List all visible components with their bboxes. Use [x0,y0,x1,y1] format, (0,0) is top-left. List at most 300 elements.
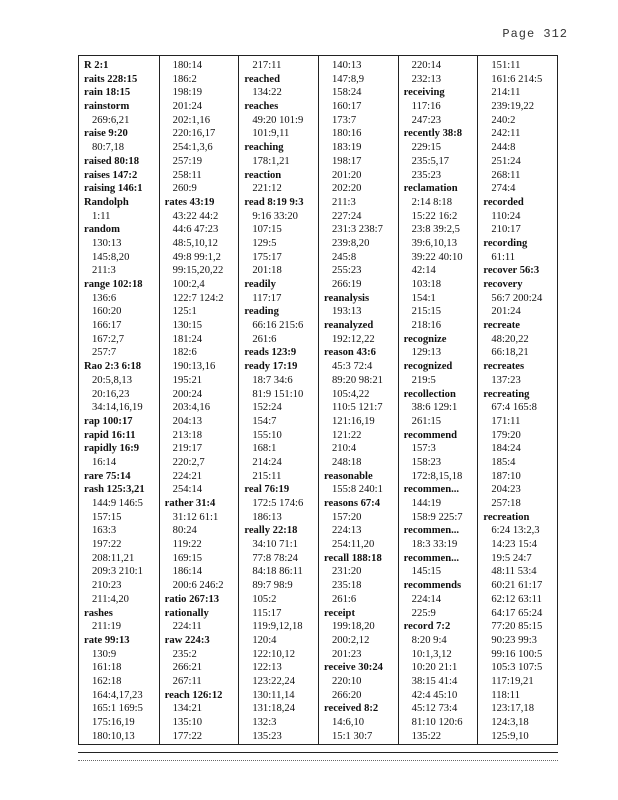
index-reference: 158:23 [411,456,442,468]
index-reference: 152:24 [252,402,282,414]
index-term: rashes [84,607,113,619]
index-reference: 64:17 65:24 [491,607,543,619]
index-reference: 218:16 [411,320,442,332]
index-term: record 7:2 [403,621,451,633]
index-reference: 266:20 [332,689,362,701]
index-term: ready 17:19 [244,361,298,373]
index-reference: 209:3 210:1 [92,566,143,578]
index-term: receiving [403,87,445,99]
index-reference: 8:20 9:4 [411,634,447,646]
index-reference: 208:11,21 [92,552,135,564]
index-term: rare 75:14 [84,470,131,482]
index-reference: 235:5,17 [411,155,450,167]
index-reference: 202:20 [332,183,362,195]
index-reference: 10:20 21:1 [411,662,458,674]
index-reference: 220:16,17 [172,128,216,140]
index-reference: 77:20 85:15 [491,621,543,633]
index-term: recommen... [403,552,460,564]
index-reference: 49:20 101:9 [252,114,304,126]
index-reference: 235:2 [172,648,197,660]
index-reference: 62:12 63:11 [491,593,542,605]
index-reference: 99:15,20,22 [172,265,224,277]
index-reference: 172:5 174:6 [252,498,304,509]
index-term: really 22:18 [244,525,298,537]
index-term: rates 43:19 [164,196,215,208]
index-reference: 215:11 [252,470,282,482]
index-reference: 157:3 [411,443,436,455]
index-reference: 214:24 [252,456,282,468]
index-reference: 254:1,3,6 [172,142,213,154]
index-reference: 186:13 [252,511,282,523]
index-reference: 158:9 225:7 [411,511,463,523]
index-reference: 231:20 [332,566,362,578]
index-term: recreate [483,320,520,332]
index-reference: 261:6 [252,333,277,345]
index-reference: 38:6 129:1 [411,402,458,414]
index-reference: 211:3 [92,265,116,277]
index-reference: 165:1 169:5 [92,703,143,715]
index-term: read 8:19 9:3 [244,196,304,208]
index-reference: 248:18 [332,456,362,468]
index-reference: 135:23 [252,730,282,742]
index-reference: 121:22 [332,429,362,441]
index-reference: 130:13 [92,237,122,249]
index-reference: 9:16 33:20 [252,210,298,222]
index-reference: 66:16 215:6 [252,320,304,332]
index-reference: 163:3 [92,525,117,537]
index-reference: 20:5,8,13 [92,374,133,386]
index-term: reads 123:9 [244,347,297,359]
index-reference: 195:21 [172,374,203,386]
index-reference: 105:4,22 [332,388,370,400]
index-reference: 177:22 [172,730,203,742]
index-reference: 258:11 [172,169,202,181]
index-column-5 [398,56,478,744]
index-reference: 99:16 100:5 [491,648,543,660]
index-reference: 185:4 [491,456,516,468]
index-term: receipt [324,607,355,619]
index-reference: 211:4,20 [92,593,129,605]
index-reference: 274:4 [491,183,516,195]
index-reference: 182:6 [172,347,197,359]
index-reference: 160:17 [332,101,362,113]
index-reference: 39:22 40:10 [411,251,463,263]
index-reference: 61:11 [491,251,516,263]
index-reference: 48:11 53:4 [491,566,537,578]
index-reference: 203:4,16 [172,402,211,414]
index-term: R 2:1 [84,60,109,71]
index-reference: 144:19 [411,498,442,509]
index-term: reanalysis [324,292,370,304]
index-reference: 197:22 [92,539,122,551]
index-reference: 186:14 [172,566,203,578]
index-reference: 175:16,19 [92,717,135,728]
index-term: raise 9:20 [84,128,128,140]
index-reference: 131:18,24 [252,703,295,715]
index-reference: 220:2,7 [172,456,205,468]
index-reference: 84:18 86:11 [252,566,303,578]
index-reference: 266:19 [332,279,362,290]
index-reference: 172:8,15,18 [411,470,463,482]
index-reference: 219:17 [172,443,203,455]
index-reference: 215:15 [411,306,442,318]
index-reference: 107:15 [252,224,282,236]
index-reference: 171:11 [491,415,521,427]
index-term: recorded [483,196,524,208]
index-reference: 184:24 [491,443,521,455]
index-reference: 200:2,12 [332,634,370,646]
index-reference: 129:13 [411,347,442,359]
index-reference: 44:6 47:23 [172,224,219,236]
index-reference: 173:7 [332,114,357,126]
index-reference: 67:4 165:8 [491,402,537,414]
index-reference: 231:3 238:7 [332,224,383,236]
index-reference: 151:11 [491,60,521,71]
index-reference: 110:24 [491,210,521,222]
index-term: raises 147:2 [84,169,138,181]
index-reference: 200:6 246:2 [172,580,224,592]
index-reference: 15:22 16:2 [411,210,458,222]
index-reference: 145:15 [411,566,442,578]
index-term: raising 146:1 [84,183,143,195]
index-reference: 247:23 [411,114,442,126]
index-reference: 81:10 120:6 [411,717,463,728]
index-reference: 42:14 [411,265,436,277]
index-term: Randolph [84,196,129,208]
index-term: raw 224:3 [164,634,210,646]
index-term: recommends [403,580,462,592]
index-table [78,55,558,745]
index-term: recover 56:3 [483,265,540,277]
index-reference: 229:15 [411,142,442,154]
index-reference: 261:15 [411,415,442,427]
index-term: recollection [403,388,456,400]
index-reference: 81:9 151:10 [252,388,304,400]
index-reference: 105:2 [252,593,277,605]
index-reference: 201:24 [491,306,521,318]
index-reference: 157:15 [92,511,122,523]
index-reference: 19:5 24:7 [491,552,532,564]
index-reference: 158:24 [332,87,362,99]
index-reference: 123:17,18 [491,703,535,715]
index-reference: 221:12 [252,183,282,195]
index-reference: 136:6 [92,292,117,304]
index-reference: 100:2,4 [172,279,205,290]
index-reference: 187:10 [491,470,521,482]
index-reference: 15:1 30:7 [332,730,373,742]
index-term: rap 100:17 [84,415,133,427]
index-term: ratio 267:13 [164,593,220,605]
index-reference: 201:23 [332,648,362,660]
index-term: rash 125:3,21 [84,484,145,496]
index-term: recreates [483,361,525,373]
index-reference: 167:2,7 [92,333,125,345]
index-term: rather 31:4 [164,498,216,509]
index-reference: 219:5 [411,374,436,386]
index-reference: 161:6 214:5 [491,73,543,85]
index-reference: 122:10,12 [252,648,295,660]
index-term: rain 18:15 [84,87,131,99]
index-reference: 49:8 99:1,2 [172,251,221,263]
index-reference: 267:11 [172,675,202,687]
index-reference: 31:12 61:1 [172,511,219,523]
index-term: random [84,224,120,236]
index-reference: 266:21 [172,662,203,674]
index-reference: 115:17 [252,607,282,619]
index-term: recreating [483,388,530,400]
index-reference: 119:22 [172,539,202,551]
index-term: recreation [483,511,530,523]
index-reference: 155:10 [252,429,282,441]
index-reference: 155:8 240:1 [332,484,383,496]
index-reference: 90:23 99:3 [491,634,537,646]
index-reference: 56:7 200:24 [491,292,543,304]
index-reference: 160:20 [92,306,122,318]
index-reference: 125:1 [172,306,197,318]
index-reference: 179:20 [491,429,521,441]
index-reference: 227:24 [332,210,362,222]
index-term: reasons 67:4 [324,498,381,509]
index-reference: 119:9,12,18 [252,621,303,633]
index-reference: 239:19,22 [491,101,535,113]
index-reference: 117:19,21 [491,675,534,687]
index-reference: 168:1 [252,443,277,455]
index-reference: 124:3,18 [491,717,529,728]
index-term: received 8:2 [324,703,379,715]
index-term: recovery [483,279,523,290]
index-reference: 18:3 33:19 [411,539,458,551]
index-reference: 166:17 [92,320,122,332]
index-reference: 251:24 [491,155,521,167]
index-term: range 102:18 [84,279,143,290]
index-reference: 121:16,19 [332,415,375,427]
index-reference: 261:6 [332,593,357,605]
index-reference: 145:8,20 [92,251,130,263]
index-reference: 198:17 [332,155,362,167]
index-reference: 134:21 [172,703,203,715]
index-term: recommen... [403,525,460,537]
index-term: real 76:19 [244,484,290,496]
index-term: reached [244,73,281,85]
index-reference: 43:22 44:2 [172,210,219,222]
index-reference: 117:17 [252,292,282,304]
index-reference: 157:20 [332,511,362,523]
index-reference: 257:18 [491,498,521,509]
index-term: reach 126:12 [164,689,223,701]
index-term: readily [244,279,276,290]
index-reference: 210:17 [491,224,521,236]
index-reference: 211:3 [332,196,356,208]
index-term: reason 43:6 [324,347,376,359]
index-reference: 147:8,9 [332,73,365,85]
index-reference: 198:19 [172,87,203,99]
index-reference: 268:11 [491,169,521,181]
index-reference: 66:18,21 [491,347,529,359]
index-reference: 39:6,10,13 [411,237,457,249]
index-reference: 130:9 [92,648,117,660]
index-reference: 210:23 [92,580,122,592]
index-reference: 183:19 [332,142,362,154]
page-number: Page 312 [502,27,568,41]
index-column-3 [238,56,318,744]
index-reference: 118:11 [491,689,520,701]
index-reference: 269:6,21 [92,114,130,126]
index-term: reaction [244,169,282,181]
index-term: recording [483,237,528,249]
index-reference: 224:21 [172,470,203,482]
index-term: reasonable [324,470,373,482]
index-column-1 [79,56,159,744]
index-reference: 137:23 [491,374,521,386]
index-reference: 120:4 [252,634,277,646]
index-reference: 201:24 [172,101,203,113]
index-reference: 45:12 73:4 [411,703,458,715]
index-term: recently 38:8 [403,128,463,140]
index-reference: 162:18 [92,675,122,687]
index-reference: 144:9 146:5 [92,498,143,509]
index-reference: 132:3 [252,717,277,728]
index-reference: 239:8,20 [332,237,370,249]
index-reference: 10:1,3,12 [411,648,452,660]
index-reference: 200:24 [172,388,203,400]
index-reference: 123:22,24 [252,675,295,687]
index-reference: 180:10,13 [92,730,135,742]
index-reference: 14:6,10 [332,717,365,728]
index-reference: 16:14 [92,456,117,468]
index-reference: 181:24 [172,333,203,345]
index-reference: 45:3 72:4 [332,361,373,373]
index-term: rapid 16:11 [84,429,136,441]
index-reference: 60:21 61:17 [491,580,543,592]
index-reference: 180:14 [172,60,203,71]
index-reference: 180:16 [332,128,362,140]
index-reference: 122:7 124:2 [172,292,224,304]
index-term: reanalyzed [324,320,374,332]
index-reference: 214:11 [491,87,521,99]
index-reference: 20:16,23 [92,388,130,400]
index-reference: 80:7,18 [92,142,125,154]
index-reference: 201:18 [252,265,282,277]
index-reference: 240:2 [491,114,516,126]
index-reference: 89:20 98:21 [332,374,383,386]
index-reference: 217:11 [252,60,282,71]
index-reference: 175:17 [252,251,282,263]
index-reference: 18:7 34:6 [252,374,293,386]
index-reference: 1:11 [92,210,111,222]
index-reference: 193:13 [332,306,362,318]
index-reference: 103:18 [411,279,442,290]
index-term: rate 99:13 [84,634,130,646]
index-column-4 [318,56,398,744]
index-reference: 129:5 [252,237,277,249]
index-term: recommen... [403,484,460,496]
index-reference: 224:13 [332,525,362,537]
index-reference: 178:1,21 [252,155,290,167]
index-reference: 110:5 121:7 [332,402,383,414]
index-reference: 225:9 [411,607,436,619]
index-column-6 [477,56,557,744]
index-reference: 154:7 [252,415,277,427]
index-reference: 202:1,16 [172,114,211,126]
index-term: rapidly 16:9 [84,443,140,455]
index-reference: 34:10 71:1 [252,539,298,551]
index-reference: 204:13 [172,415,203,427]
index-term: reclamation [403,183,458,195]
index-reference: 140:13 [332,60,362,71]
index-reference: 254:14 [172,484,203,496]
index-reference: 42:4 45:10 [411,689,458,701]
index-reference: 23:8 39:2,5 [411,224,460,236]
index-term: recall 188:18 [324,552,382,564]
index-reference: 14:23 15:4 [491,539,537,551]
index-reference: 154:1 [411,292,436,304]
index-reference: 38:15 41:4 [411,675,458,687]
index-term: raised 80:18 [84,155,140,167]
index-reference: 257:19 [172,155,203,167]
index-term: recommend [403,429,458,441]
footer-rule-dotted [78,760,558,761]
index-reference: 135:10 [172,717,203,728]
index-reference: 204:23 [491,484,521,496]
footer-rule [78,752,558,753]
index-reference: 89:7 98:9 [252,580,293,592]
index-term: reading [244,306,279,318]
index-reference: 232:13 [411,73,442,85]
index-reference: 80:24 [172,525,197,537]
index-term: raits 228:15 [84,73,138,85]
index-term: rainstorm [84,101,130,113]
index-term: recognize [403,333,447,345]
index-reference: 164:4,17,23 [92,689,143,701]
index-reference: 210:4 [332,443,357,455]
index-reference: 224:14 [411,593,442,605]
index-reference: 101:9,11 [252,128,290,140]
index-term: reaching [244,142,284,154]
index-reference: 125:9,10 [491,730,529,742]
index-term: Rao 2:3 6:18 [84,361,142,373]
index-reference: 254:11,20 [332,539,375,551]
index-reference: 130:15 [172,320,203,332]
index-reference: 201:20 [332,169,362,181]
index-reference: 213:18 [172,429,203,441]
index-column-2 [159,56,239,744]
index-reference: 117:16 [411,101,441,113]
index-reference: 34:14,16,19 [92,402,143,414]
index-reference: 224:11 [172,621,202,633]
index-reference: 77:8 78:24 [252,552,298,564]
index-reference: 244:8 [491,142,516,154]
index-reference: 192:12,22 [332,333,375,345]
index-reference: 48:5,10,12 [172,237,218,249]
index-reference: 220:14 [411,60,442,71]
index-reference: 2:14 8:18 [411,196,452,208]
index-reference: 211:19 [92,621,122,633]
index-reference: 6:24 13:2,3 [491,525,540,537]
index-reference: 199:18,20 [332,621,375,633]
index-reference: 235:18 [332,580,362,592]
index-reference: 130:11,14 [252,689,295,701]
index-reference: 245:8 [332,251,357,263]
index-reference: 260:9 [172,183,197,195]
index-reference: 235:23 [411,169,442,181]
index-term: receive 30:24 [324,662,383,674]
index-reference: 190:13,16 [172,361,216,373]
index-reference: 105:3 107:5 [491,662,543,674]
index-reference: 220:10 [332,675,362,687]
index-reference: 169:15 [172,552,203,564]
index-term: rationally [164,607,209,619]
index-reference: 242:11 [491,128,521,140]
